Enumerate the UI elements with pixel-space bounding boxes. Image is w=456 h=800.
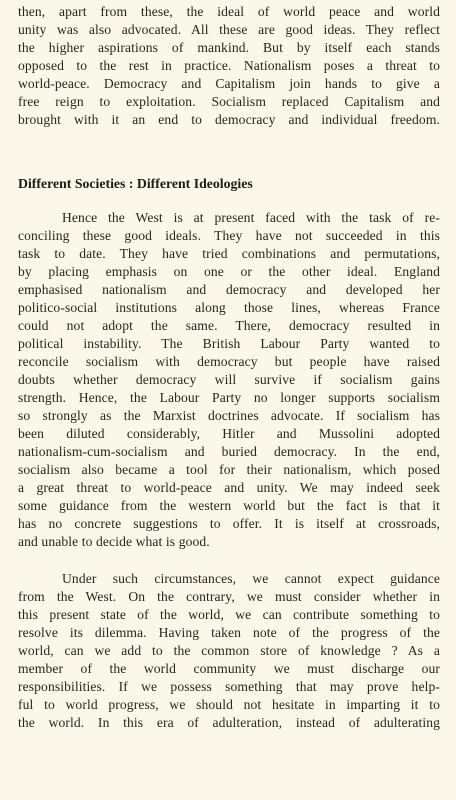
text-line: strength. Hence, the Labour Party no longer supports socialism <box>18 390 440 405</box>
text-line: been diluted considerably, Hitler and Mussolini adopted <box>18 426 440 441</box>
text-line: could not adopt the same. There, democracy resulted in <box>18 318 440 333</box>
text-line: the higher aspirations of mankind. But by itself each stands <box>18 40 440 55</box>
text-line: has no concrete suggestions to offer. It is itself at crossroads, <box>18 516 440 531</box>
text-line: this present state of the world, we can contribute something to <box>18 607 440 622</box>
text-line: by placing emphasis on one or the other ideal. England <box>18 264 440 279</box>
text-line: resolve its dilemma. Having taken note of the progress of the <box>18 625 440 640</box>
section-heading: Different Societies : Different Ideologies <box>18 176 253 191</box>
text-line: world, can we add to the common store of knowledge ? As a <box>18 643 440 658</box>
text-line: a great threat to world-peace and unity. We may indeed seek <box>18 480 440 495</box>
text-line: unity was also advocated. All these are good ideas. They reflect <box>18 22 440 37</box>
text-line: responsibilities. If we possess something that may prove help- <box>18 679 440 694</box>
text-line: nationalism-cum-socialism and buried democracy. In the end, <box>18 444 440 459</box>
text-line: emphasised nationalism and democracy and developed her <box>18 282 440 297</box>
text-line: the world. In this era of adulteration, instead of adulterating <box>18 715 440 730</box>
text-line: some guidance from the western world but the fact is that it <box>18 498 440 513</box>
text-line: politico-social institutions along those lines, whereas France <box>18 300 440 315</box>
text-line: free reign to exploitation. Socialism replaced Capitalism and <box>18 94 440 109</box>
text-line: then, apart from these, the ideal of world peace and world <box>18 4 440 19</box>
text-line: reconcile socialism with democracy but people have raised <box>18 354 440 369</box>
text-line: member of the world community we must discharge our <box>18 661 440 676</box>
text-line: brought with it an end to democracy and individual freedom. <box>18 112 440 127</box>
text-line: opposed to the rest in practice. Nationalism poses a threat to <box>18 58 440 73</box>
text-line: task to date. They have tried combinations and permutations, <box>18 246 440 261</box>
text-line: ful to world progress, we should not hesitate in imparting it to <box>18 697 440 712</box>
text-line: world-peace. Democracy and Capitalism join hands to give a <box>18 76 440 91</box>
text-line: doubts whether democracy will survive if socialism gains <box>18 372 440 387</box>
text-line: socialism also became a tool for their nationalism, which posed <box>18 462 440 477</box>
text-line: so strongly as the Marxist doctrines advocate. If socialism has <box>18 408 440 423</box>
text-line: and unable to decide what is good. <box>18 534 210 549</box>
text-line: conciling these good ideals. They have not succeeded in this <box>18 228 440 243</box>
text-line: political instability. The British Labour Party wanted to <box>18 336 440 351</box>
text-line: Hence the West is at present faced with the task of re- <box>62 210 440 225</box>
text-line: Under such circumstances, we cannot expect guidance <box>62 571 440 586</box>
text-line: from the West. On the contrary, we must consider whether in <box>18 589 440 604</box>
